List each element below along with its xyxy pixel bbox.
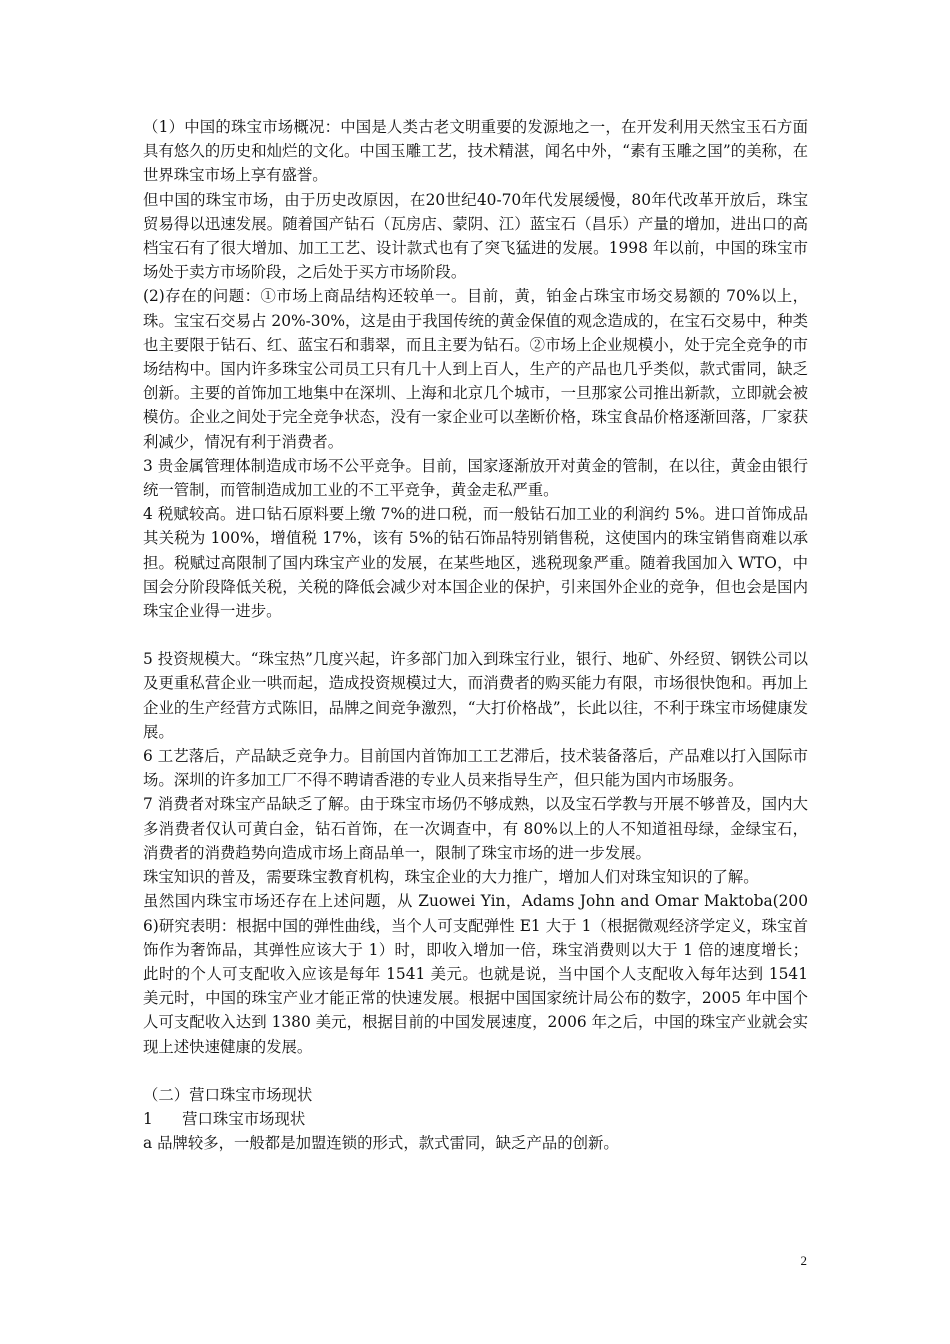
paragraph-gap bbox=[143, 1059, 808, 1083]
paragraph-knowledge-promotion: 珠宝知识的普及，需要珠宝教育机构，珠宝企业的大力推广，增加人们对珠宝知识的了解。 bbox=[143, 868, 759, 887]
paragraph-consumer-knowledge: 7 消费者对珠宝产品缺乏了解。由于珠宝市场仍不够成熟，以及宝石学教与开展不够普及，国内大多消费者仅认可黄白金，钻石首饰，在一次调查中，有 80%以上的人不知道祖母绿，金绿宝石，消费者的消费趋势向造成市场上商品单一，限制了珠宝市场的进一步发展。 bbox=[143, 795, 808, 862]
paragraph-problems-structure: (2)存在的问题：①市场上商品结构还较单一。目前，黄，铂金占珠宝市场交易额的 70%以上，珠。宝宝石交易占 20%-30%，这是由于我国传统的黄金保值的观念造成的，在宝石交易中，种类也主要限于钻石、红、蓝宝石和翡翠，而且主要为钻石。②市场上企业规模小，处于完全竞争的市场结构中。国内许多珠宝公司员工只有几十人到上百人，生产的产品也几乎类似，款式雷同，缺乏创新。主要的首饰加工地集中在深圳、上海和北京几个城市，一旦那家公司推出新款，立即就会被模仿。企业之间处于完全竞争状态，没有一家企业可以垄断价格，珠宝食品价格逐渐回落，厂家获利减少，情况有利于消费者。 bbox=[143, 287, 808, 451]
subsection-heading-yingkou-status: 1 营口珠宝市场现状 bbox=[143, 1109, 306, 1128]
paragraph-market-history: 但中国的珠宝市场，由于历史改原因，在20世纪40-70年代发展缓慢，80年代改革开放后，珠宝贸易得以迅速发展。随着国产钻石（瓦房店、蒙阴、江）蓝宝石（昌乐）产量的增加，进出口的高档宝石有了很大增加、加工工艺、设计款式也有了突飞猛进的发展。1998 年以前，中国的珠宝市场处于卖方市场阶段，之后处于买方市场阶段。 bbox=[143, 190, 808, 282]
paragraph-high-taxes: 4 税赋较高。进口钻石原料要上缴 7%的进口税，而一般钻石加工业的利润约 5%。进口首饰成品其关税为 100%，增值税 17%，该有 5%的钻石饰品特别销售税，这使国内的珠宝销售商难以承担。税赋过高限制了国内珠宝产业的发展，在某些地区，逃税现象严重。随着我国加入 WTO，中国会分阶段降低关税，关税的降低会减少对本国企业的保护，引来国外企业的竞争，但也会是国内珠宝企业得一进步。 bbox=[143, 505, 808, 621]
paragraph-brands: a 品牌较多，一般都是加盟连锁的形式，款式雷同，缺乏产品的创新。 bbox=[143, 1134, 619, 1153]
paragraph-elasticity-research: 虽然国内珠宝市场还存在上述问题，从 Zuowei Yin，Adams John and Omar Maktoba(2006)研究表明：根据中国的弹性曲线，当个人可支配弹性 E1 大于 1（根据微观经济学定义，珠宝首饰作为奢饰品，其弹性应该大于 1）时，即收入增加一倍，珠宝消费则以大于 1 倍的速度增长；此时的个人可支配收入应该是每年 1541 美元。也就是说，当中国个人支配收入每年达到 1541 美元时，中国的珠宝产业才能正常的快速发展。根据中国国家统计局公布的数字，2005 年中国个人可支配收入达到 1380 美元，根据目前的中国发展速度，2006 年之后，中国的珠宝产业就会实现上述快速健康的发展。 bbox=[143, 892, 808, 1056]
paragraph-precious-metal-management: 3 贵金属管理体制造成市场不公平竞争。目前，国家逐渐放开对黄金的管制，在以往，黄金由银行统一管制，而管制造成加工业的不工平竞争，黄金走私严重。 bbox=[143, 456, 808, 500]
document-body bbox=[143, 115, 808, 1155]
section-heading-yingkou: （二）营口珠宝市场现状 bbox=[143, 1085, 313, 1104]
paragraph-investment-scale: 5 投资规模大。“珠宝热”几度兴起，许多部门加入到珠宝行业，银行、地矿、外经贸、钢铁公司以及更重私营企业一哄而起，造成投资规模过大，而消费者的购买能力有限，市场很快饱和。再加上企业的生产经营方式陈旧，品牌之间竞争激烈，“大打价格战”，长此以往，不利于珠宝市场健康发展。 bbox=[143, 650, 808, 741]
page-number: 2 bbox=[800, 1253, 807, 1268]
paragraph-gap bbox=[143, 623, 808, 647]
paragraph-backward-craft: 6 工艺落后，产品缺乏竞争力。目前国内首饰加工工艺滞后，技术装备落后，产品难以打入国际市场。深圳的许多加工厂不得不聘请香港的专业人员来指导生产，但只能为国内市场服务。 bbox=[143, 747, 808, 790]
paragraph-market-overview: （1）中国的珠宝市场概况：中国是人类古老文明重要的发源地之一，在开发利用天然宝玉石方面具有悠久的历史和灿烂的文化。中国玉雕工艺，技术精湛，闻名中外，“素有玉雕之国”的美称，在世界珠宝市场上享有盛誉。 bbox=[143, 118, 808, 185]
